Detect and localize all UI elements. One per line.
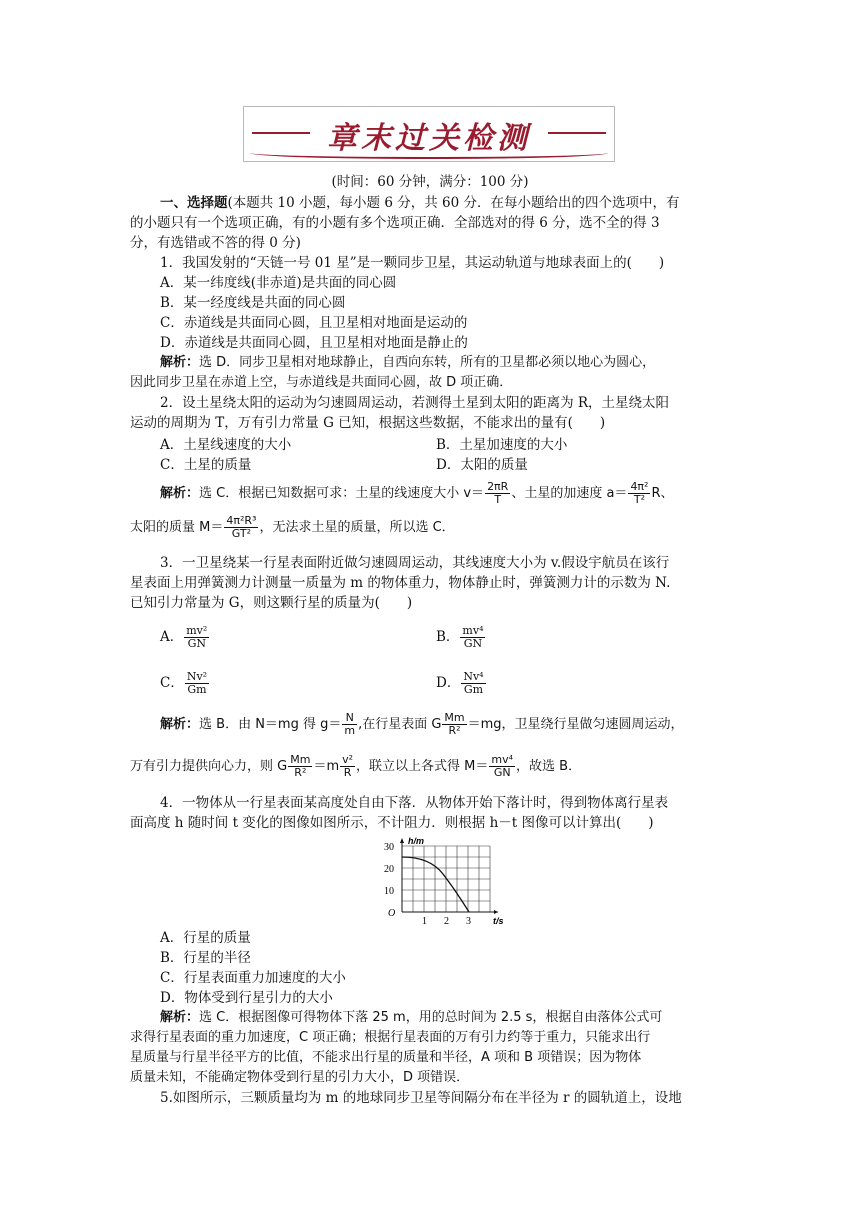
y-axis-label: h/m — [408, 836, 425, 846]
q1-option-c: C．赤道线是共面同心圆，且卫星相对地面是运动的 — [160, 315, 468, 331]
formula-fraction: $\frac{\text{4π²}}{\text{T²}}$ — [630, 480, 649, 506]
q1-option-a: A．某一纬度线(非赤道)是共面的同心圆 — [160, 275, 397, 291]
x-axis-label: t/s — [493, 916, 504, 926]
fall-curve — [402, 857, 469, 912]
q4-stem-line-1: 4．一物体从一行星表面某高度处自由下落．从物体开始下落计时，得到物体离行星表 — [160, 795, 669, 811]
y-tick-label: 30 — [384, 842, 394, 853]
section-intro-line-3: 分，有选错或不答的得 0 分) — [130, 235, 301, 251]
q3-option-d: D． $\frac{\text{Nv⁴}}{Gm}$ — [436, 670, 484, 696]
q3-analysis-line-2: 万有引力提供向心力，则 G $\frac{Mm}{\text{R²}}$ ＝m $\frac{\text{v²}}{R}$ ，联立以上各式得 M＝ $\frac{\text{mv⁴}}{GN}$ ，故选 B． — [130, 753, 582, 779]
x-tick-label: 2 — [444, 916, 449, 926]
q2-option-d: D．太阳的质量 — [436, 457, 528, 473]
q3-stem-line-2: 星表面上用弹簧测力计测量一质量为 m 的物体重力，物体静止时，弹簧测力计的示数为 N. — [130, 575, 671, 591]
q4-analysis-line-1: 解析：选 C．根据图像可得物体下落 25 m，用的总时间为 2.5 s，根据自由落体公式可 — [160, 1010, 663, 1025]
q2-option-b: B．土星加速度的大小 — [436, 437, 568, 453]
q2-option-c: C．土星的质量 — [160, 457, 252, 473]
q2-analysis-line-2: 太阳的质量 M＝ $\frac{\text{4π²R³}}{\text{GT²}}$ ，无法求土星的质量，所以选 C． — [130, 514, 455, 540]
q4-option-c: C．行星表面重力加速度的大小 — [160, 970, 346, 986]
q3-option-b: B． $\frac{\text{mv⁴}}{GN}$ — [436, 624, 484, 650]
q2-stem-line-2: 运动的周期为 T，万有引力常量 G 已知，根据这些数据，不能求出的量有( ) — [130, 415, 606, 431]
y-axis-arrow — [400, 838, 404, 843]
q4-analysis-line-2: 求得行星表面的重力加速度，C 项正确；根据行星表面的万有引力约等于重力，只能求出行 — [130, 1030, 651, 1045]
q1-analysis-line-1: 解析：选 D．同步卫星相对地球静止，自西向东转，所有的卫星都必须以地心为圆心， — [160, 355, 656, 370]
q3-stem-line-1: 3．一卫星绕某一行星表面附近做匀速圆周运动，其线速度大小为 v.假设宇航员在该行 — [160, 555, 670, 571]
q3-analysis-line-1: 解析：选 B．由 N＝mg 得 g＝ $\frac{N}{m}$ ,在行星表面 G $\frac{Mm}{\text{R²}}$ ＝mg，卫星绕行星做匀速圆周运动， — [160, 711, 684, 737]
q1-analysis-line-2: 因此同步卫星在赤道上空，与赤道线是共面同心圆，故 D 项正确． — [130, 375, 513, 390]
q3-option-c: C． $\frac{\text{Nv²}}{Gm}$ — [160, 670, 208, 696]
q2-analysis-line-1: 解析：选 C．根据已知数据可求：土星的线速度大小 v＝ $\frac{2\pi R}{T}$ 、土星的加速度 a＝ $\frac{\text{4π²}}{\text{T²}}$ R、 — [160, 480, 674, 506]
q2-option-a: A．土星线速度的大小 — [160, 437, 292, 453]
q4-stem-line-2: 面高度 h 随时间 t 变化的图像如图所示，不计阻力．则根据 h－t 图像可以计算出( ) — [130, 815, 654, 831]
x-tick-label: 1 — [422, 916, 427, 926]
y-tick-label: 20 — [384, 864, 394, 875]
q1-option-b: B．某一经度线是共面的同心圆 — [160, 295, 346, 311]
x-axis-arrow — [494, 910, 498, 914]
q4-option-b: B．行星的半径 — [160, 950, 251, 966]
section-intro-line-1: 一、选择题(本题共 10 小题，每小题 6 分，共 60 分．在每小题给出的四个选项中，有 — [160, 195, 680, 211]
q3-option-a: A． $\frac{\text{mv²}}{GN}$ — [160, 624, 208, 650]
q1-stem: 1．我国发射的“天链一号 01 星”是一颗同步卫星，其运动轨道与地球表面上的( ) — [160, 255, 665, 271]
page-title: 章末过关检测 — [327, 121, 531, 156]
q4-analysis-line-3: 星质量与行星半径平方的比值，不能求出行星的质量和半径，A 项和 B 项错误；因为物体 — [130, 1050, 642, 1065]
q5-stem: 5.如图所示，三颗质量均为 m 的地球同步卫星等间隔分布在半径为 r 的圆轨道上，设地 — [160, 1090, 682, 1106]
q3-stem-line-3: 已知引力常量为 G，则这颗行星的质量为( ) — [130, 595, 413, 611]
section-heading: 一、选择题 — [160, 195, 228, 211]
q4-analysis-line-4: 质量未知，不能确定物体受到行星的引力大小，D 项错误． — [130, 1070, 470, 1085]
formula-fraction: $\frac{\text{4π²R³}}{\text{GT²}}$ — [226, 514, 257, 540]
y-tick-label: 10 — [384, 886, 394, 897]
q4-option-d: D．物体受到行星引力的大小 — [160, 990, 333, 1006]
formula-fraction: $\frac{2\pi R}{T}$ — [487, 480, 509, 506]
q4-option-a: A．行星的质量 — [160, 930, 251, 946]
exam-meta: (时间：60 分钟，满分：100 分) — [331, 174, 529, 190]
q2-stem-line-1: 2．设土星绕太阳的运动为匀速圆周运动，若测得土星到太阳的距离为 R，土星绕太阳 — [160, 395, 670, 411]
h-t-graph — [380, 836, 510, 926]
q1-option-d: D．赤道线是共面同心圆，且卫星相对地面是静止的 — [160, 335, 468, 351]
chapter-banner — [243, 106, 615, 162]
section-intro-line-2: 的小题只有一个选项正确，有的小题有多个选项正确．全部选对的得 6 分，选不全的得 3 — [130, 215, 660, 231]
origin-label: O — [388, 908, 396, 919]
banner-arc — [250, 147, 608, 159]
x-tick-label: 3 — [466, 916, 471, 926]
